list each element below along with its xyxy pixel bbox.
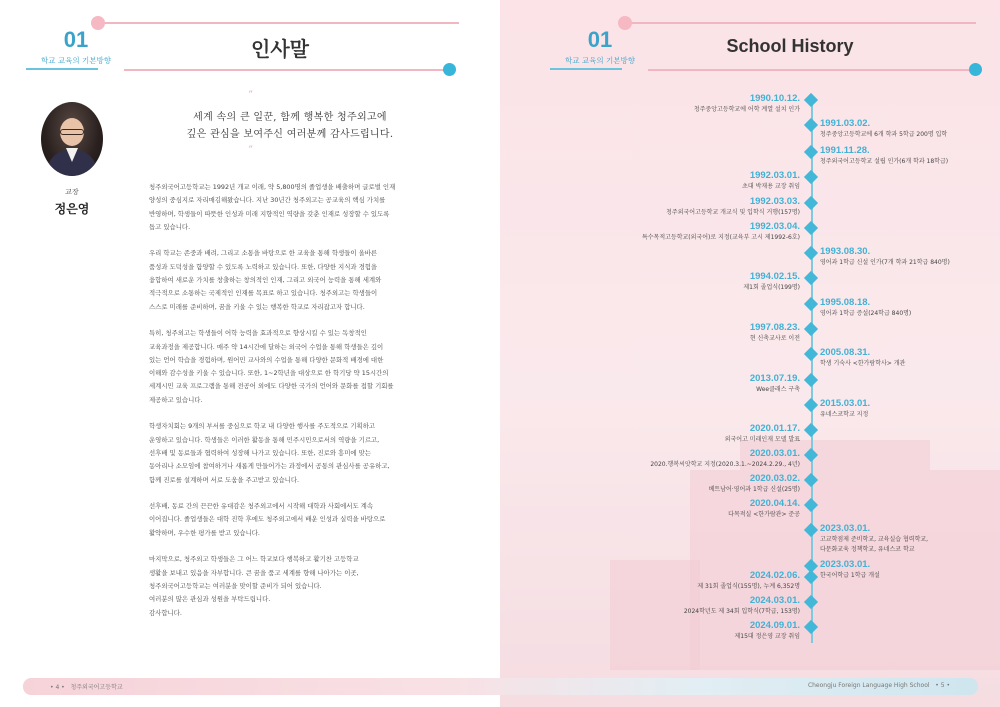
- event-date: 1992.03.03.: [749, 196, 800, 207]
- event-date: 2024.02.06.: [749, 570, 800, 581]
- footer-school-ko: 청주외국어고등학교: [70, 684, 123, 691]
- section-subtitle: 학교 교육의 기본방향: [41, 56, 111, 65]
- timeline-marker: [804, 246, 818, 260]
- greeting-line: 선후배 및 동료들과 협력하여 성장해 나가고 있습니다. 또한, 진로와 흥미에 맞는: [149, 448, 371, 457]
- event-date: 1991.03.02.: [820, 118, 871, 129]
- event-date: 2013.07.19.: [749, 373, 800, 384]
- timeline-event: [742, 170, 800, 192]
- event-date: 1995.08.18.: [820, 297, 871, 308]
- greeting-line: 스스로 미래를 준비하며, 꿈을 키울 수 있는 행복한 학교로 자리잡고자 합니다.: [149, 302, 365, 311]
- header-rule-top: [97, 22, 459, 24]
- principal-photo: [41, 102, 103, 176]
- timeline-marker: [804, 423, 818, 437]
- greeting-paragraph: [149, 327, 431, 407]
- greeting-line: 융합하여 새로운 가치를 창출하는 창의적인 인재, 그리고 외국어 능력을 통해 세계와: [149, 276, 382, 285]
- timeline-marker: [804, 196, 818, 210]
- greeting-line: 세계시민 교육 프로그램을 통해 전공어 외에도 다양한 국가의 언어와 문화를 접할 기회를: [149, 382, 394, 391]
- greeting-paragraph: [149, 553, 431, 619]
- event-date: 2020.03.01.: [749, 448, 800, 459]
- event-date: 2024.09.01.: [749, 620, 800, 631]
- greeting-line: 감사합니다.: [149, 608, 182, 617]
- timeline-marker: [804, 373, 818, 387]
- timeline-event: [709, 473, 800, 495]
- event-date: 1991.11.28.: [820, 145, 870, 156]
- event-date: 1997.08.23.: [749, 322, 800, 333]
- event-description: 학생 기숙사 <한가람학사> 개관: [820, 360, 906, 367]
- greeting-line: 선후배, 동료 간의 끈끈한 유대감은 청주외고에서 시작해 대학과 사회에서도 계속: [149, 502, 374, 511]
- timeline-event: [750, 322, 800, 344]
- event-description: 특수목적고등학교(외국어)로 지정(교육부 고시 제1992-6호): [641, 234, 800, 241]
- event-date: 2020.01.17.: [749, 423, 800, 434]
- timeline-event: [728, 498, 800, 520]
- event-description: 외국어고 미래인재 모델 발표: [724, 436, 800, 443]
- greeting-paragraph: [149, 500, 431, 540]
- header-rule-cyan: [550, 68, 622, 70]
- timeline-event: [820, 523, 928, 554]
- timeline-event: [820, 297, 911, 319]
- event-description: 현 신축교사로 이전: [749, 335, 800, 342]
- greeting-line: 양성의 중심지로 자리매김해왔습니다. 지난 30년간 청주외고는 공교육의 핵심 가치를: [149, 196, 386, 205]
- timeline-event: [694, 93, 800, 115]
- section-number: 01: [63, 27, 89, 52]
- timeline-event: [820, 398, 870, 420]
- header-pink-dot: [618, 16, 632, 30]
- greeting-paragraph: [149, 247, 431, 313]
- page-title: 인사말: [251, 37, 309, 61]
- event-description: 영어과 1학급 증설(24학급 840명): [820, 310, 912, 317]
- timeline-event: [666, 196, 800, 218]
- event-description: 베트남어·영어과 1학급 신설(25명): [708, 486, 800, 493]
- event-date: 2015.03.01.: [820, 398, 871, 409]
- header-rule-bottom: [648, 69, 970, 71]
- event-date: 2020.03.02.: [749, 473, 800, 484]
- event-date: 1992.03.04.: [749, 221, 800, 232]
- greeting-line: 이어집니다. 졸업생들은 대학 진학 후에도 청주외고에서 배운 인성과 실력을 바탕으로: [149, 515, 386, 524]
- event-description: 고교학점제 준비학교, 교육실습 협력학교,: [820, 536, 929, 543]
- timeline-event: [820, 145, 948, 167]
- principal-role: 교장: [65, 188, 79, 196]
- event-description: 초대 박재용 교장 취임: [742, 183, 800, 190]
- header-pink-dot: [91, 16, 105, 30]
- timeline-event: [697, 570, 800, 592]
- greeting-line: 함께 진로를 설계하며 서로 도움을 주고받고 있습니다.: [149, 475, 300, 484]
- event-description: 청주외국어고등학교 개교식 및 입학식 거행(157명): [666, 209, 800, 216]
- header-rule-bottom: [124, 69, 444, 71]
- greeting-line: 마지막으로, 청주외고 학생들은 그 어느 학교보다 행복하고 활기찬 고등학교: [149, 555, 359, 564]
- page-title: School History: [726, 36, 854, 56]
- greeting-line: 제공하고 있습니다.: [149, 395, 203, 404]
- greeting-line: 있는 언어 학습을 경험하며, 원어민 교사와의 수업을 통해 다양한 문화적 배경에 대한: [149, 355, 384, 364]
- timeline-marker: [804, 118, 818, 132]
- header-cyan-dot: [443, 63, 456, 76]
- event-description: 제 31회 졸업식(155명), 누계 6,352명: [697, 583, 800, 590]
- greeting-line: 특히, 청주외고는 학생들이 어학 능력을 효과적으로 향상시킬 수 있는 독창적인: [149, 329, 367, 338]
- greeting-line: 적극적으로 소통하는 국제적인 인재를 목표로 하고 있습니다. 청주외고는 학생들이: [149, 289, 378, 298]
- footer-left: [50, 682, 123, 691]
- timeline-event: [820, 347, 905, 369]
- timeline-event: [820, 559, 880, 581]
- timeline-marker: [804, 271, 818, 285]
- timeline-event: [650, 448, 800, 470]
- section-subtitle: 학교 교육의 기본방향: [565, 56, 635, 65]
- quote-line-2: 깊은 관심을 보여주신 여러분께 감사드립니다.: [186, 129, 394, 140]
- event-description: 청주중앙고등학교에 어학 계열 설치 인가: [693, 106, 800, 113]
- timeline-marker: [804, 221, 818, 235]
- event-description: 한국어학급 1학급 개설: [820, 572, 880, 579]
- event-description: 영어과 1학급 신설 인가(7개 학과 21학급 840명): [820, 259, 950, 266]
- timeline-event: [820, 118, 947, 140]
- event-date: 2020.04.14.: [749, 498, 800, 509]
- greeting-line: 우리 학교는 존중과 배려, 그리고 소통을 바탕으로 한 교육을 통해 학생들이 올바른: [149, 249, 378, 258]
- timeline-event: [750, 373, 800, 395]
- footer-page-left: • 4 •: [50, 684, 65, 691]
- event-description: Wee클래스 구축: [756, 386, 800, 393]
- right-page: [500, 0, 1000, 707]
- greeting-line: 교육과정을 제공합니다. 매주 약 14시간에 달하는 외국어 수업을 통해 학생들은 깊이: [149, 342, 384, 351]
- event-date: 1993.08.30.: [820, 246, 871, 257]
- principal-name: 정은영: [54, 202, 90, 216]
- event-date: 2023.03.01.: [820, 523, 871, 534]
- greeting-line: 품성과 도덕성을 함양할 수 있도록 노력하고 있습니다. 또한, 다양한 지식과 경험을: [149, 262, 378, 271]
- timeline-marker: [804, 322, 818, 336]
- header-cyan-dot: [969, 63, 982, 76]
- footer-school-en: Cheongju Foreign Language High School: [807, 682, 930, 689]
- event-description: 2024학년도 제 34회 입학식(7학급, 153명): [683, 608, 800, 615]
- timeline-marker: [804, 297, 818, 311]
- greeting-line: 여러분의 많은 관심과 성원을 부탁드립니다.: [149, 595, 271, 604]
- event-description: 제15대 정은영 교장 취임: [734, 633, 800, 640]
- greeting-line: 반영하며, 학생들이 따뜻한 인성과 미래 지향적인 역량을 갖춘 인재로 성장할 수 있도록: [149, 209, 390, 218]
- event-description: 청주중앙고등학교에 6개 학과 5학급 200명 입학: [820, 131, 948, 138]
- timeline-marker: [804, 170, 818, 184]
- greeting-line: 청주외국어고등학교는 여러분을 맞이할 준비가 되어 있습니다.: [149, 581, 322, 590]
- greeting-line: 이해와 감수성을 키울 수 있습니다. 또한, 1~2학년을 대상으로 한 학기당 약 15시간의: [149, 369, 389, 378]
- greeting-line: 동아리나 소모임에 참여하거나 새롭게 만들어가는 과정에서 공통의 관심사를 공유하고,: [149, 462, 390, 471]
- quote-mark-close: ”: [247, 145, 253, 155]
- greeting-line: 운영하고 있습니다. 학생들은 이러한 활동을 통해 민주시민으로서의 역량을 기르고,: [149, 435, 380, 444]
- greeting-line: 청주외국어고등학교는 1992년 개교 이래, 약 5,800명의 졸업생을 배출하며 글로벌 인재: [149, 183, 396, 191]
- header-rule-top: [624, 22, 976, 24]
- event-date: 2005.08.31.: [820, 347, 871, 358]
- greeting-line: 돕고 있습니다.: [149, 222, 191, 231]
- event-description: 다목적실 <한가람관> 준공: [728, 511, 800, 518]
- quote-line-1: 세계 속의 큰 일꾼, 함께 행복한 청주외고에: [193, 112, 387, 123]
- timeline-marker: [804, 398, 818, 412]
- footer-right: [808, 682, 950, 689]
- timeline-marker: [804, 347, 818, 361]
- footer-page-right: • 5 •: [935, 682, 950, 689]
- event-date: 2023.03.01.: [820, 559, 871, 570]
- event-description: 다문화교육 정책학교, 유네스코 학교: [820, 545, 915, 553]
- greeting-body: [149, 181, 431, 633]
- greeting-line: 생활을 보내고 있음을 자부합니다. 큰 꿈을 품고 세계를 향해 나아가는 이곳,: [149, 568, 359, 577]
- timeline-event: [725, 423, 800, 445]
- timeline-event: [642, 221, 800, 243]
- event-description: 청주외국어고등학교 설립 인가(6개 학과 18학급): [820, 158, 949, 165]
- photo-glasses: [60, 129, 84, 135]
- greeting-paragraph: [149, 420, 431, 486]
- quote-mark-open: ”: [247, 90, 253, 100]
- event-description: 제1회 졸업식(199명): [743, 284, 800, 291]
- header-rule-cyan: [26, 68, 98, 70]
- section-number: 01: [587, 27, 613, 52]
- timeline-event: [684, 595, 800, 617]
- event-date: 1994.02.15.: [749, 271, 800, 282]
- greeting-line: 활약하며, 우수한 평가를 받고 있습니다.: [149, 528, 260, 537]
- timeline-marker: [804, 93, 818, 107]
- event-description: 2020.행복씨앗학교 지정(2020.3.1.~2024.2.29., 4년): [650, 461, 800, 468]
- timeline-event: [820, 246, 950, 268]
- event-date: 1992.03.01.: [749, 170, 800, 181]
- timeline-event: [734, 620, 800, 642]
- event-description: 유네스코학교 지정: [820, 411, 869, 418]
- greeting-line: 학생자치회는 9개의 부서를 중심으로 학교 내 다양한 행사를 주도적으로 기획하고: [149, 422, 376, 431]
- timeline-marker: [804, 145, 818, 159]
- greeting-paragraph: [149, 181, 431, 234]
- event-date: 1990.10.12.: [749, 93, 800, 104]
- timeline-event: [743, 271, 800, 293]
- event-date: 2024.03.01.: [749, 595, 800, 606]
